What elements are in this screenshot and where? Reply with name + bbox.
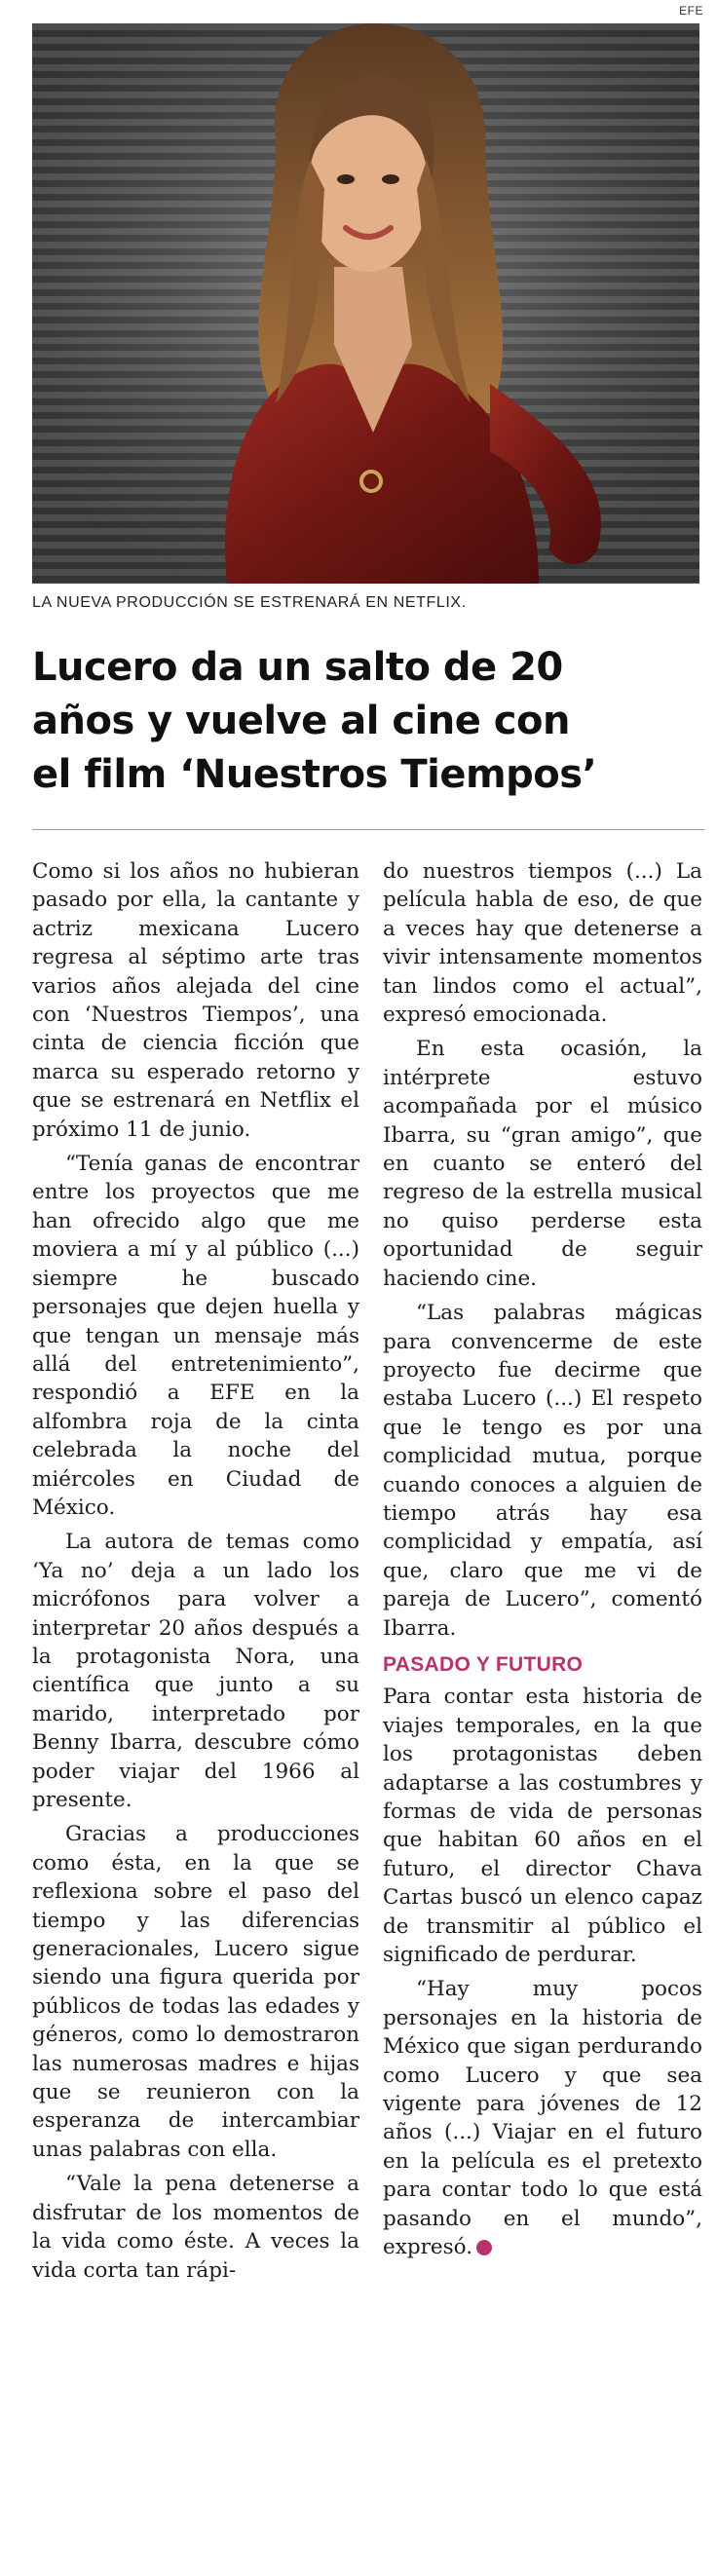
section-subheading: PASADO Y FUTURO [383,1652,584,1676]
end-of-article-icon: ✪ [476,2240,492,2255]
article-headline [32,641,704,802]
paragraph: En esta ocasión, la intérprete estuvo acompañada por el músico Ibarra, su “gran amigo”, que en cuanto se enteró del regreso de la estrella musical no quiso perderse esta oportunidad de seguir haciendo cine. [383,1037,702,1291]
article-column-left [32,857,359,2291]
photo-caption: LA NUEVA PRODUCCIÓN SE ESTRENARÁ EN NETFLIX. [32,594,467,611]
headline-line: Lucero da un salto de 20 [32,645,563,690]
headline-line: años y vuelve al cine con [32,699,570,743]
paragraph: La autora de temas como ‘Ya no’ deja a un lado los micrófonos para volver a interpretar 20 años después a la protagonista Nora, una científica que junto a su marido, interpretado por Benny Ibarra, descubre cómo poder viajar del 1966 al presente. [32,1530,359,1812]
photo-illustration [32,23,699,584]
paragraph-text: “Hay muy pocos personajes en la historia de México que sigan perdurando como Lucero y que sea vigente para jóvenes de 12 años (...) Viajar en el futuro en la película es el pretexto para contar todo lo que está pasando en el mundo”, expresó. [383,1977,702,2260]
paragraph: “Las palabras mágicas para convencerme de este proyecto fue decirme que estaba Lucero (...) El respeto que le tengo es por una complicidad mutua, porque cuando conoces a alguien de tiempo atrás hay esa complicidad y empatía, así que, claro que me vi de pareja de Lucero”, comentó Ibarra. [383,1301,702,1641]
paragraph: “Tenía ganas de encontrar entre los proyectos que me han ofrecido algo que me moviera a mí y al público (...) siempre he buscado personajes que dejen huella y que tengan un mensaje más allá del entretenimiento”, respondió a EFE en la alfombra roja de la cinta celebrada la noche del miércoles en Ciudad de México. [32,1152,359,1520]
paragraph: do nuestros tiempos (...) La película habla de eso, de que a veces hay que detenerse a vivir intensamente momentos tan lindos como el actual”, expresó emocionada. [383,859,702,1028]
paragraph: Gracias a producciones como ésta, en la que se reflexiona sobre el paso del tiempo y las diferencias generacionales, Lucero sigue siendo una figura querida por públicos de todas las edades y géneros, como lo demostraron las numerosas madres e hijas que se reunieron con la esperanza de intercambiar unas palabras con ella. [32,1822,359,2162]
paragraph [383,1975,702,2261]
article-photo [32,23,699,584]
headline-line: el film ‘Nuestros Tiempos’ [32,752,597,797]
paragraph: Para contar esta historia de viajes temporales, en la que los protagonistas deben adaptarse a las costumbres y formas de vida de personas que habitan 60 años en el futuro, el director Chava Cartas buscó un elenco capaz de transmitir al público el significado de perdurar. [383,1685,702,1968]
paragraph: “Vale la pena detenerse a disfrutar de los momentos de la vida como éste. A veces la vida corta tan rápi- [32,2172,359,2283]
headline-divider [32,829,704,830]
article-column-right [383,857,702,2268]
photo-credit: EFE [679,4,703,18]
paragraph: Como si los años no hubieran pasado por ella, la cantante y actriz mexicana Lucero regresa al séptimo arte tras varios años alejada del cine con ‘Nuestros Tiempos’, una cinta de ciencia ficción que marca su esperado retorno y que se estrenará en Netflix el próximo 11 de junio. [32,859,359,1142]
